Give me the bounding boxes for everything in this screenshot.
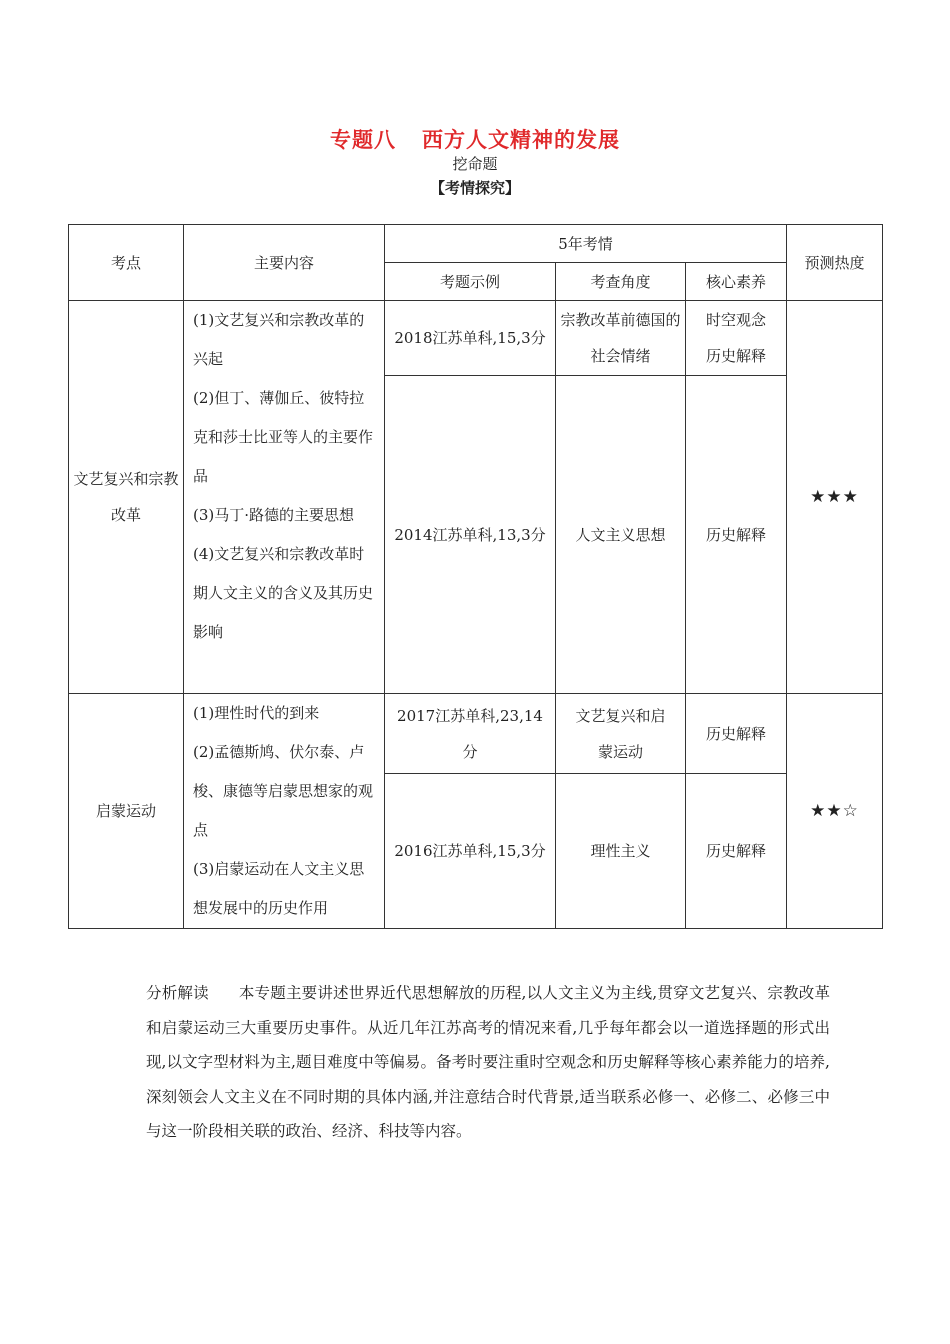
header-content: 主要内容 (184, 225, 385, 301)
header-literacy: 核心素养 (686, 263, 787, 301)
analysis-label: 分析解读 (146, 984, 209, 1002)
title-topic-number: 专题八 (330, 128, 396, 152)
point-cell: 启蒙运动 (69, 694, 184, 929)
content-item: (4)文艺复兴和宗教改革时期人文主义的含义及其历史影响 (193, 545, 374, 641)
exam-analysis-table (68, 224, 883, 929)
header-point: 考点 (69, 225, 184, 301)
page-title (0, 124, 950, 154)
content-item: (3)马丁·路德的主要思想 (193, 506, 355, 524)
heat-rating: ★★☆ (787, 694, 883, 929)
content-item: (2)但丁、薄伽丘、彼特拉克和莎士比亚等人的主要作品 (193, 389, 374, 485)
content-item: (2)孟德斯鸠、伏尔泰、卢梭、康德等启蒙思想家的观点 (193, 743, 374, 839)
title-topic-name: 西方人文精神的发展 (422, 128, 620, 152)
header-heat: 预测热度 (787, 225, 883, 301)
point-cell: 文艺复兴和宗教改革 (69, 301, 184, 694)
exam-angle: 文艺复兴和启蒙运动 (556, 694, 686, 774)
content-cell (184, 301, 385, 694)
content-item: (3)启蒙运动在人文主义思想发展中的历史作用 (193, 860, 365, 917)
analysis-paragraph (146, 976, 830, 1149)
analysis-text: 本专题主要讲述世界近代思想解放的历程,以人文主义为主线,贯穿文艺复兴、宗教改革和启蒙运动三大重要历史事件。从近几年江苏高考的情况来看,几乎每年都会以一道选择题的形式出现,以文字型材料为主,题目难度中等偏易。备考时要注重时空观念和历史解释等核心素养能力的培养,深刻领会人文主义在不同时期的具体内涵,并注意结合时代背景,适当联系必修一、必修二、必修三中与这一阶段相关联的政治、经济、科技等内容。 (146, 984, 830, 1140)
exam-example: 2017江苏单科,23,14分 (385, 694, 556, 774)
exam-example: 2016江苏单科,15,3分 (385, 774, 556, 929)
heat-rating: ★★★ (787, 301, 883, 694)
header-angle: 考查角度 (556, 263, 686, 301)
content-item: (1)文艺复兴和宗教改革的兴起 (193, 311, 365, 368)
exam-angle: 宗教改革前德国的社会情绪 (556, 301, 686, 376)
header-example: 考题示例 (385, 263, 556, 301)
exam-example: 2014江苏单科,13,3分 (385, 376, 556, 694)
exam-literacy: 历史解释 (686, 694, 787, 774)
exam-literacy: 时空观念历史解释 (686, 301, 787, 376)
section-heading: 【考情探究】 (429, 179, 520, 197)
header-five-year: 5年考情 (385, 225, 787, 263)
content-item: (1)理性时代的到来 (193, 704, 320, 722)
subtitle: 挖命题 (452, 155, 498, 173)
content-cell (184, 694, 385, 929)
exam-example: 2018江苏单科,15,3分 (385, 301, 556, 376)
exam-angle: 人文主义思想 (556, 376, 686, 694)
exam-literacy: 历史解释 (686, 774, 787, 929)
exam-literacy: 历史解释 (686, 376, 787, 694)
exam-angle: 理性主义 (556, 774, 686, 929)
